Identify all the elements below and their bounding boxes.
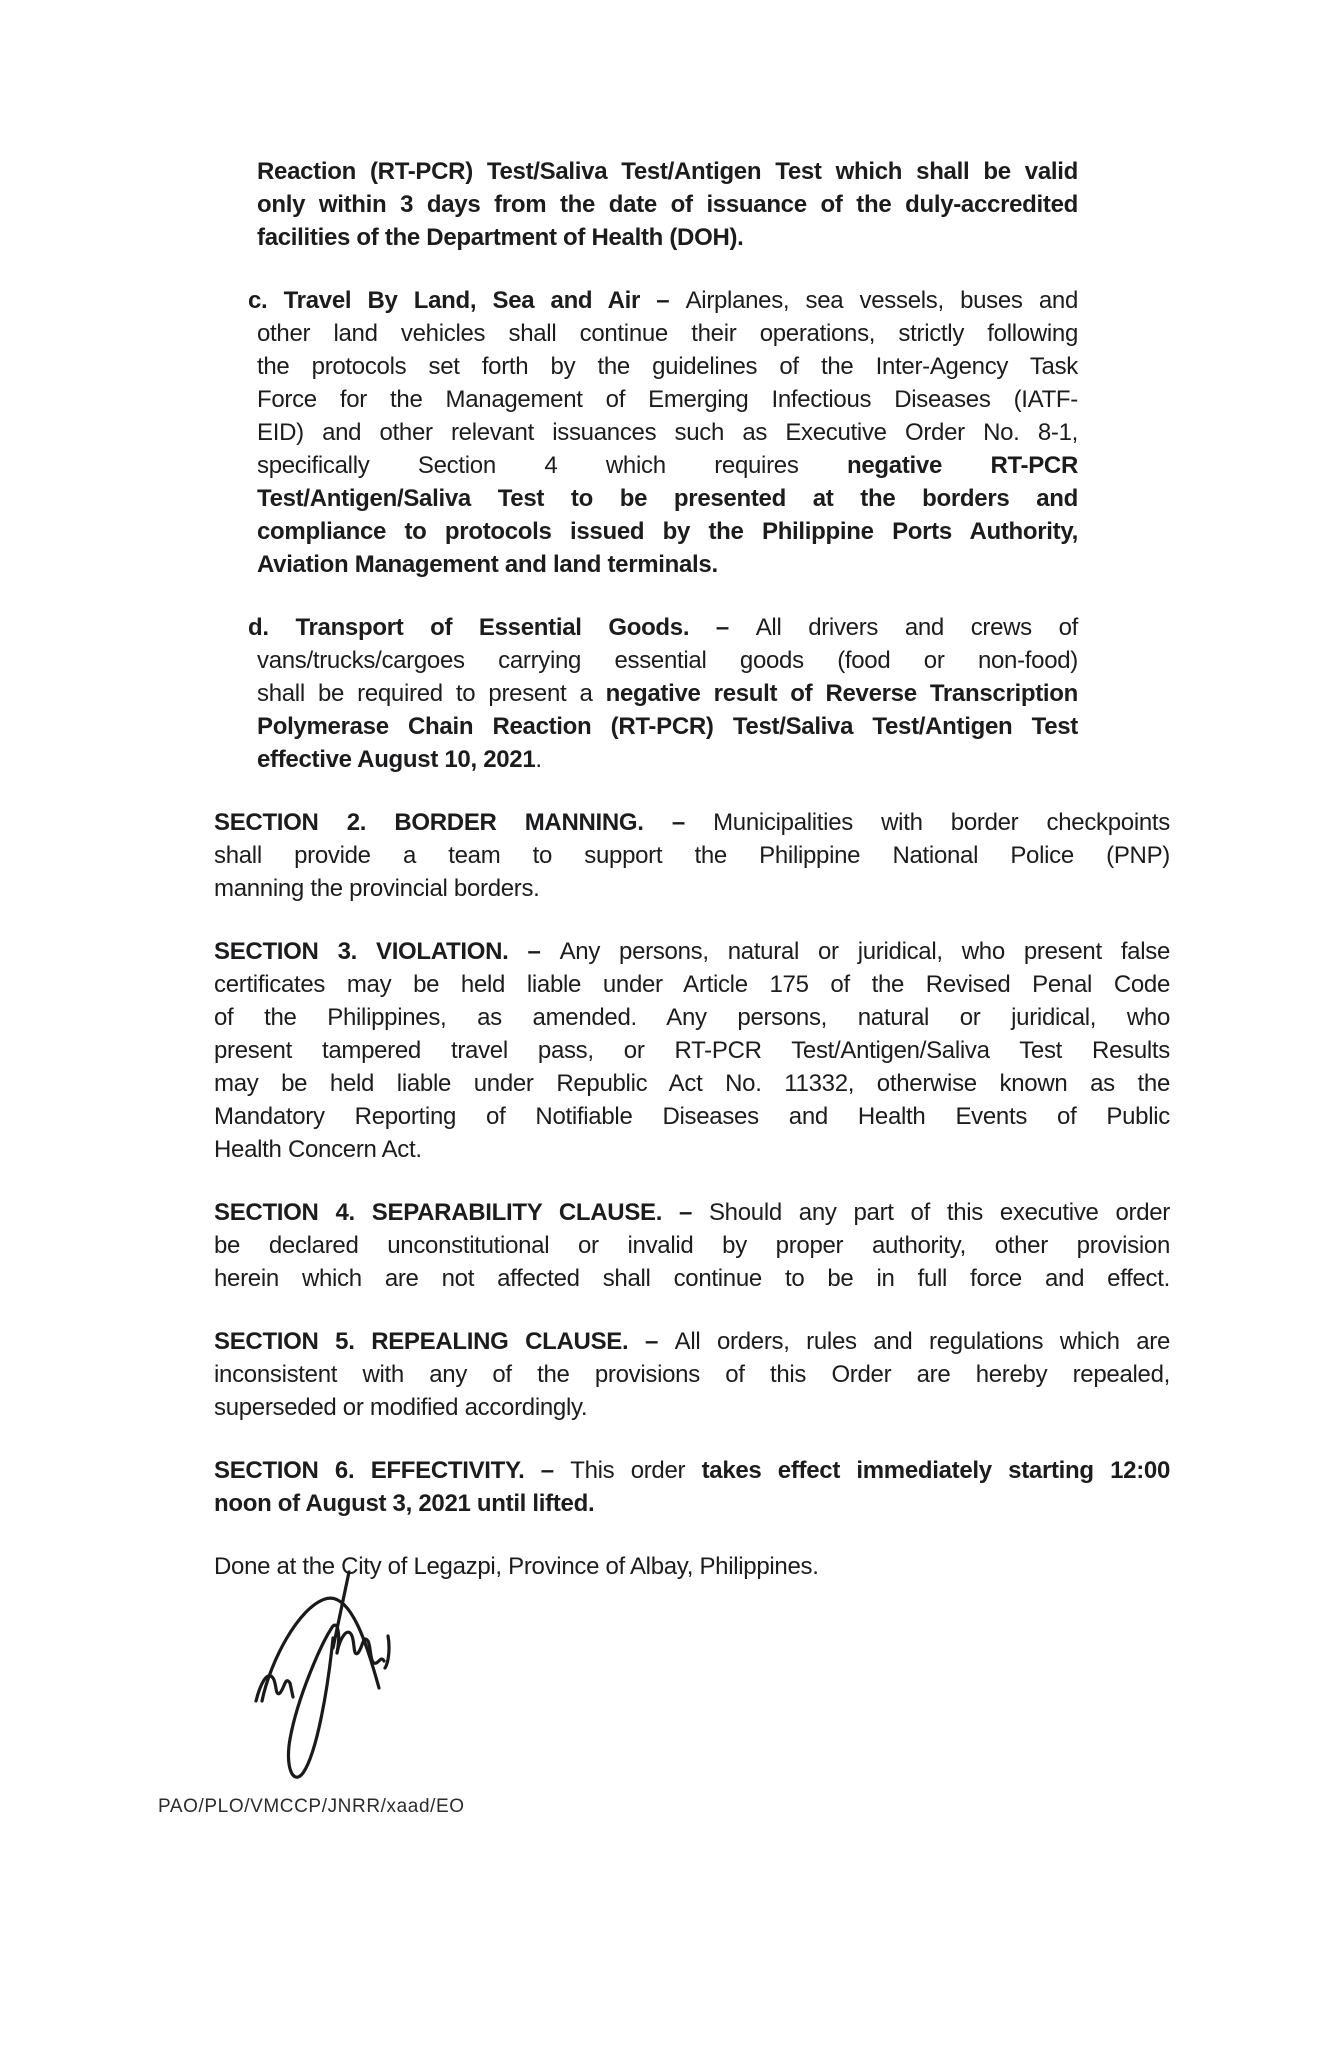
para-item-b-continuation (257, 155, 1078, 254)
text-run: All drivers and crews of (755, 614, 1079, 641)
para-section-6 (214, 1454, 1170, 1520)
text-line (257, 548, 1078, 581)
text-line (214, 1229, 1170, 1262)
bold-text-run: SECTION 2. BORDER MANNING. – (214, 809, 714, 836)
bold-text-run: Test/Antigen/Saliva Test to be presented at the borders and (257, 485, 1078, 512)
text-line (257, 677, 1078, 710)
text-line (257, 449, 1078, 482)
bold-text-run: facilities of the Department of Health (DOH). (257, 224, 744, 251)
text-line (214, 1487, 1170, 1520)
text-line (214, 1196, 1170, 1229)
text-line (257, 482, 1078, 515)
text-run: superseded or modified accordingly. (214, 1394, 588, 1421)
text-run: Airplanes, sea vessels, buses and (685, 287, 1078, 314)
text-run: shall be required to present a (257, 680, 606, 707)
text-run: present tampered travel pass, or RT-PCR Test/Antigen/Saliva Test Results (214, 1037, 1170, 1064)
text-run: specifically Section 4 which requires (257, 452, 848, 479)
text-line (214, 806, 1170, 839)
text-line (214, 935, 1170, 968)
text-line (214, 1262, 1170, 1295)
text-run: . (535, 746, 542, 773)
text-run: may be held liable under Republic Act No. 11332, otherwise known as the (214, 1070, 1170, 1097)
text-line (257, 350, 1078, 383)
text-run: of the Philippines, as amended. Any persons, natural or juridical, who (214, 1004, 1170, 1031)
text-line (214, 1391, 1170, 1424)
bold-text-run: SECTION 4. SEPARABILITY CLAUSE. – (214, 1199, 709, 1226)
text-run: This order (570, 1457, 702, 1484)
text-line (257, 317, 1078, 350)
text-line (214, 1034, 1170, 1067)
text-run: certificates may be held liable under Article 175 of the Revised Penal Code (214, 971, 1170, 998)
text-line (257, 221, 1078, 254)
text-run: vans/trucks/cargoes carrying essential goods (food or non-food) (257, 647, 1078, 674)
text-line (214, 1100, 1170, 1133)
text-run: the protocols set forth by the guidelines of the Inter-Agency Task (257, 353, 1078, 380)
para-item-c (248, 284, 1078, 581)
text-run: other land vehicles shall continue their operations, strictly following (257, 320, 1078, 347)
text-run: EID) and other relevant issuances such as Executive Order No. 8-1, (257, 419, 1078, 446)
text-run: Force for the Management of Emerging Infectious Diseases (IATF- (257, 386, 1078, 413)
para-section-3 (214, 935, 1170, 1166)
bold-text-run: SECTION 3. VIOLATION. – (214, 938, 560, 965)
bold-text-run: c. Travel By Land, Sea and Air – (248, 287, 686, 314)
bold-text-run: Reaction (RT-PCR) Test/Saliva Test/Antigen Test which shall be valid (257, 158, 1078, 185)
text-line (257, 515, 1078, 548)
bold-text-run: d. Transport of Essential Goods. – (248, 614, 756, 641)
text-run: Any persons, natural or juridical, who present false (559, 938, 1171, 965)
bold-text-run: noon of August 3, 2021 until lifted. (214, 1490, 595, 1517)
text-line (257, 188, 1078, 221)
bold-text-run: negative result of Reverse Transcription (605, 680, 1078, 707)
bold-text-run: compliance to protocols issued by the Philippine Ports Authority, (257, 518, 1078, 545)
text-line (257, 155, 1078, 188)
document-body (0, 155, 1339, 1613)
bold-text-run: only within 3 days from the date of issuance of the duly-accredited (257, 191, 1078, 218)
text-run: manning the provincial borders. (214, 875, 540, 902)
text-line (214, 1358, 1170, 1391)
text-line (257, 644, 1078, 677)
text-line (214, 1067, 1170, 1100)
text-line (214, 1133, 1170, 1166)
text-run: herein which are not affected shall continue to be in full force and effect. (214, 1265, 1170, 1292)
text-line (214, 968, 1170, 1001)
para-item-d (248, 611, 1079, 776)
text-run: Municipalities with border checkpoints (713, 809, 1170, 836)
text-line (214, 839, 1170, 872)
text-line (214, 1325, 1170, 1358)
text-line (257, 383, 1078, 416)
text-run: be declared unconstitutional or invalid by proper authority, other provision (214, 1232, 1170, 1259)
text-run: All orders, rules and regulations which are (674, 1328, 1171, 1355)
text-line (214, 1454, 1170, 1487)
footer-reference-code: PAO/PLO/VMCCP/JNRR/xaad/EO (158, 1796, 465, 1817)
text-run: Should any part of this executive order (708, 1199, 1171, 1226)
text-run: shall provide a team to support the Philippine National Police (PNP) (214, 842, 1170, 869)
text-run: Health Concern Act. (214, 1136, 422, 1163)
bold-text-run: SECTION 6. EFFECTIVITY. – (214, 1457, 571, 1484)
text-run: inconsistent with any of the provisions of this Order are hereby repealed, (214, 1361, 1170, 1388)
text-line (248, 284, 1078, 317)
text-line (257, 416, 1078, 449)
para-section-4 (214, 1196, 1170, 1295)
bold-text-run: SECTION 5. REPEALING CLAUSE. – (214, 1328, 675, 1355)
text-line (214, 1001, 1170, 1034)
text-run: Done at the City of Legazpi, Province of Albay, Philippines. (214, 1553, 819, 1580)
bold-text-run: Polymerase Chain Reaction (RT-PCR) Test/Saliva Test/Antigen Test (257, 713, 1078, 740)
text-line (248, 611, 1078, 644)
text-line (257, 710, 1078, 743)
para-section-2 (214, 806, 1170, 905)
text-line (214, 872, 1170, 905)
bold-text-run: Aviation Management and land terminals. (257, 551, 718, 578)
bold-text-run: effective August 10, 2021 (257, 746, 536, 773)
bold-text-run: negative RT-PCR (847, 452, 1078, 479)
signature (240, 1566, 410, 1796)
text-run: Mandatory Reporting of Notifiable Diseases and Health Events of Public (214, 1103, 1170, 1130)
text-line (257, 743, 1078, 776)
para-section-5 (214, 1325, 1170, 1424)
bold-text-run: takes effect immediately starting 12:00 (701, 1457, 1171, 1484)
